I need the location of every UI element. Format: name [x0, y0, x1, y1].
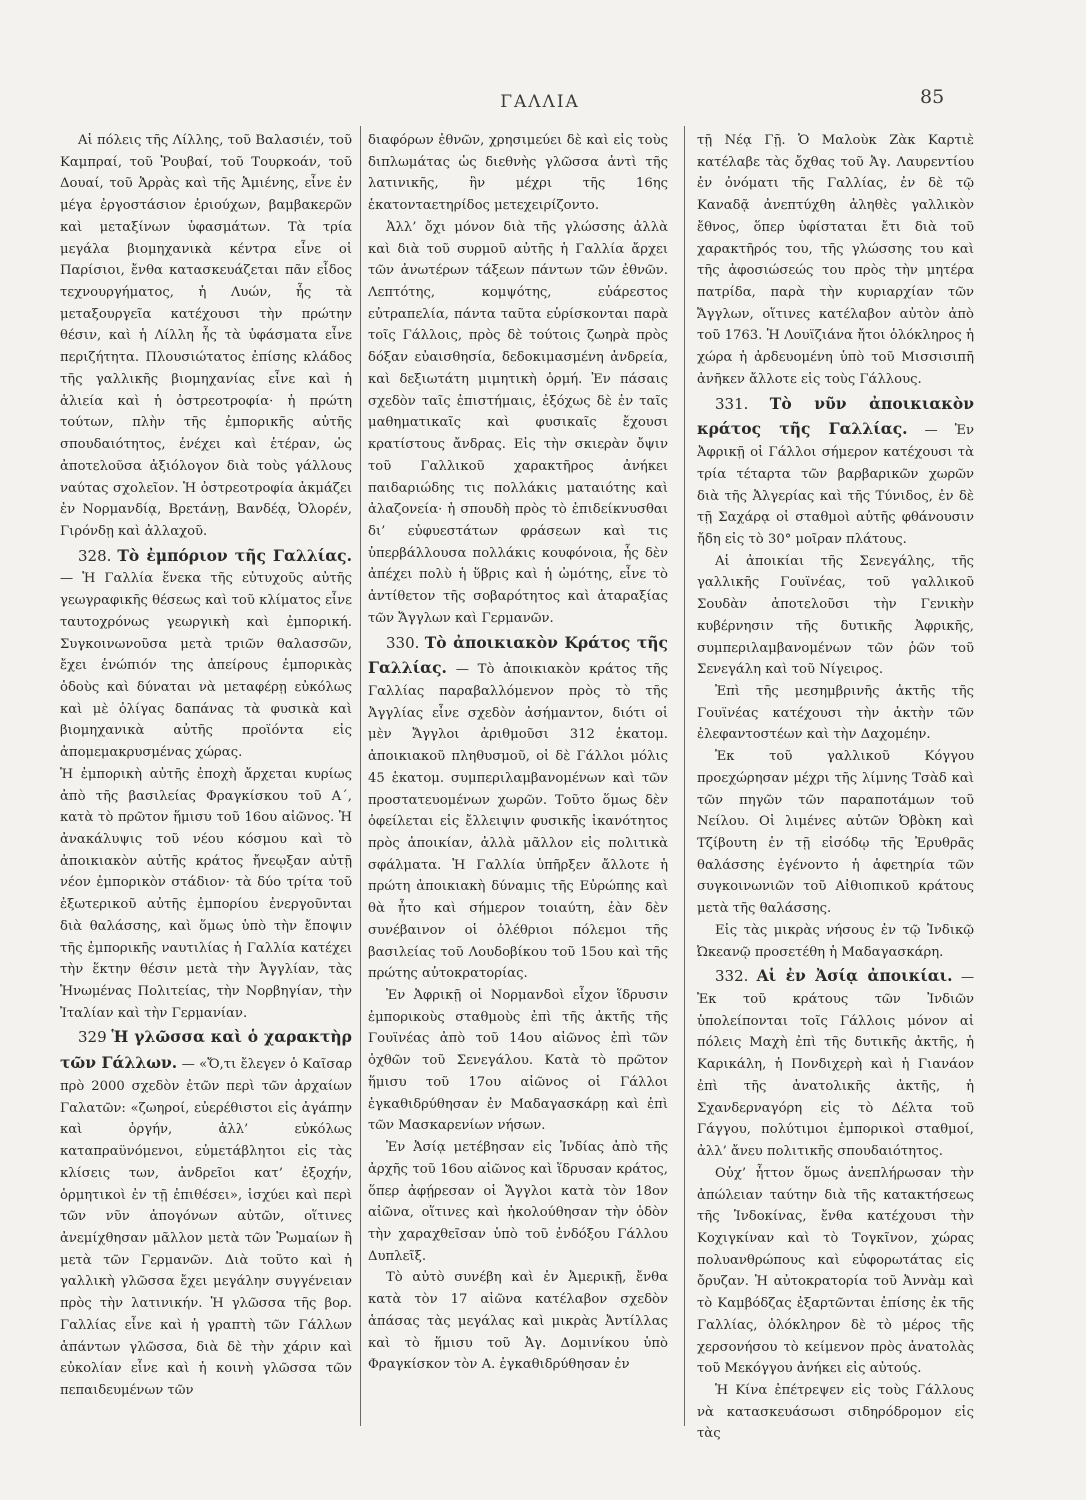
paragraph-indochina: Οὐχ’ ἧττον ὅμως ἀνεπλήρωσαν τὴν ἀπώλειαν ταύτην διὰ τῆς κατακτήσεως τῆς Ἰνδοκίνας, ἔνθα κατέχουσι τὴν Κοχιγκίναν καὶ τὸ Τογκῖνον, χώρας πολυανθρώπους καὶ εὐφορωτάτας εἰς ὄρυζαν. Ἡ αὐτοκρατορία τοῦ Ἀννὰμ καὶ τὸ Καμβόδζας ἐξαρτῶνται ἐπίσης ἐκ τῆς Γαλλίας, ὁλόκληρον δὲ τὸ μέρος τῆς χερσονήσου τὸ κείμενον πρὸς ἀνατολὰς τοῦ Μεκόγγου ἀνήκει εἰς αὐτούς.	[697, 1165, 974, 1377]
section-330-text: — Τὸ ἀποικιακὸν κράτος τῆς Γαλλίας παραβαλλόμενον πρὸς τὸ τῆς Ἀγγλίας εἶνε σχεδὸν ἀσήμαντον, διότι οἱ μὲν Ἄγγλοι ἀριθμοῦσι 312 ἑκατομ. ἀποικιακοῦ πληθυσμοῦ, οἱ δὲ Γάλλοι μόλις 45 ἑκατομ. συμπεριλαμβανομένων καὶ τῶν προστατευομένων χωρῶν. Τοῦτο ὅμως δὲν ὀφείλεται εἰς ἔλλειψιν φυσικῆς ἱκανότητος πρὸς ἀποικίαν, ἀλλὰ μᾶλλον εἰς πολιτικὰ σφάλματα. Ἡ Γαλλία ὑπῆρξεν ἄλλοτε ἡ πρώτη ἀποικιακὴ δύναμις τῆς Εὐρώπης καὶ θὰ ἦτο καὶ σήμερον τοιαύτη, ἐὰν δὲν συνέβαινον οἱ ὀλέθριοι πόλεμοι τῆς βασιλείας τοῦ Λουδοβίκου τοῦ 15ου καὶ τῆς πρώτης αὐτοκρατορίας.	[368, 662, 668, 982]
running-title: ΓΑΛΛΙΑ	[500, 92, 580, 112]
section-329-title: Ἡ γλῶσσα καὶ ὁ χαρακτὴρ τῶν Γάλλων.	[60, 1027, 352, 1073]
section-328-number: 328.	[78, 546, 112, 565]
paragraph-america: Τὸ αὐτὸ συνέβη καὶ ἐν Ἀμερικῇ, ἔνθα κατὰ τὸν 17 αἰῶνα κατέλαβον σχεδὸν ἁπάσας τὰς μεγάλας καὶ μικρὰς Ἀντίλλας καὶ τὸ ἥμισυ τοῦ Ἀγ. Δομινίκου ὑπὸ Φραγκίσκον τὸν Α. ἐγκαθιδρύθησαν ἐν	[368, 1270, 668, 1373]
section-330-title: Τὸ ἀποικιακὸν Κράτος τῆς Γαλλίας.	[368, 632, 668, 678]
paragraph-congo: Ἐκ τοῦ γαλλικοῦ Κόγγου προεχώρησαν μέχρι τῆς λίμνης Τσὰδ καὶ τῶν πηγῶν τῶν παραποτάμων τοῦ Νείλου. Οἱ λιμένες αὐτῶν Ὀβὸκη καὶ Τζίβουτη ἐν τῇ εἰσόδῳ τῆς Ἐρυθρᾶς θαλάσσης ἐγένοντο ἡ ἀφετηρία τῶν συγκοινωνιῶν τοῦ Αἰθιοπικοῦ κράτους μετὰ τῆς θαλάσσης.	[697, 749, 974, 917]
page-header	[0, 82, 1086, 122]
section-331-text: — Ἐν Ἀφρικῇ οἱ Γάλλοι σήμερον κατέχουσι τὰ τρία τέταρτα τῶν βαρβαρικῶν χωρῶν διὰ τῆς Ἀλγερίας καὶ τῆς Τύνιδος, ἐν δὲ τῇ Σαχάρᾳ οἱ σταθμοὶ αὐτῆς φθάνουσιν ἤδη εἰς τὸ 30° μοῖραν πλάτους.	[697, 423, 974, 547]
paragraph-madagascar: Εἰς τὰς μικρὰς νήσους ἐν τῷ Ἰνδικῷ Ὠκεανῷ προσετέθη ἡ Μαδαγασκάρη.	[697, 922, 974, 960]
column-2	[368, 130, 668, 1430]
section-328-title: Τὸ ἐμπόριον τῆς Γαλλίας.	[117, 545, 352, 565]
section-332	[697, 963, 974, 1162]
column-rule-2	[684, 126, 685, 1426]
paragraph-canada: τῇ Νέᾳ Γῇ. Ὁ Μαλοὺκ Ζὰκ Καρτιὲ κατέλαβε τὰς ὄχθας τοῦ Ἀγ. Λαυρεντίου ἐν ὀνόματι τῆς Γαλλίας, ἐν δὲ τῷ Καναδᾷ ἀνεπτύχθη ἀληθὲς γαλλικὸν ἔθνος, ὅπερ ὑφίσταται ἔτι διὰ τοῦ χαρακτῆρός του, τῆς γλώσσης του καὶ τῆς ἀφοσιώσεώς του πρὸς τὴν μητέρα πατρίδα, παρὰ τὴν κυριαρχίαν τῶν Ἄγγλων, οἵτινες κατέλαβον αὐτὸν ἀπὸ τοῦ 1763. Ἡ Λουϊζιάνα ἤτοι ὁλόκληρος ἡ χώρα ἡ ἀρδευομένη ὑπὸ τοῦ Μισσισιπῆ ἀνῆκεν ἄλλοτε εἰς τοὺς Γάλλους.	[697, 133, 974, 387]
paragraph-character: Ἀλλ’ ὄχι μόνον διὰ τῆς γλώσσης ἀλλὰ καὶ διὰ τοῦ συρμοῦ αὐτῆς ἡ Γαλλία ἄρχει τῶν ἀνωτέρων τάξεων πάντων τῶν ἐθνῶν. Λεπτότης, κομψότης, εὐάρεστος εὐτραπελία, πάντα ταῦτα εὑρίσκονται παρὰ τοῖς Γάλλοις, πρὸς δὲ τούτοις ζωηρὰ πρὸς δόξαν εὐαισθησία, δεδοκιμασμένη ἀνδρεία, καὶ δεξιωτάτη μιμητικὴ ὁρμή. Ἐν πάσαις σχεδὸν ταῖς ἐπιστήμαις, ἐξόχως δὲ ἐν ταῖς μαθηματικαῖς καὶ φυσικαῖς ἔχουσι κρατίστους ἄνδρας. Εἰς τὴν σκιερὰν ὄψιν τοῦ Γαλλικοῦ χαρακτῆρος ἀνήκει παιδαριώδης τις πολλάκις ματαιότης καὶ ἀλαζονεία· ἡ σπουδὴ πρὸς τὸ ἐπιδείκνυσθαι δι’ εὐφυεστάτων φράσεων καὶ τις ὑπερβάλλουσα πολλάκις κουφόνοια, ἧς δὲν ἀπέχει πολὺ ἡ ὕβρις καὶ ἡ ὠμότης, εἶνε τὸ ἀντίθετον τῆς σοβαρότητος καὶ ἀταραξίας τῶν Ἄγγλων καὶ Γερμανῶν.	[368, 219, 668, 626]
section-330	[368, 630, 668, 986]
section-331-title: Τὸ νῦν ἀποικιακὸν κράτος τῆς Γαλλίας.	[697, 393, 974, 439]
column-3	[697, 130, 974, 1442]
paragraph-africa: Ἐν Ἀφρικῇ οἱ Νορμανδοὶ εἶχον ἵδρυσιν ἐμπορικοὺς σταθμοὺς ἐπὶ τῆς ἀκτῆς τῆς Γουϊνέας ἀπὸ τοῦ 14ου αἰῶνος ἐπὶ τῶν ὀχθῶν τοῦ Σενεγάλου. Κατὰ τὸ πρῶτον ἥμισυ τοῦ 17ου αἰῶνος οἱ Γάλλοι ἐγκαθιδρύθησαν ἐν Μαδαγασκάρῃ καὶ ἐπὶ τῶν Μασκαρενίων νήσων.	[368, 988, 668, 1134]
paragraph-senegal: Αἱ ἀποικίαι τῆς Σενεγάλης, τῆς γαλλικῆς Γουϊνέας, τοῦ γαλλικοῦ Σουδὰν ἀποτελοῦσι τὴν Γενικὴν κυβέρνησιν τῆς δυτικῆς Ἀφρικῆς, συμπεριλαμβανομένων τῶν ῥῶν τοῦ Σενεγάλη καὶ τοῦ Νίγειρος.	[697, 553, 974, 678]
section-329-number: 329	[78, 1028, 107, 1047]
page-number: 85	[920, 86, 945, 108]
column-1	[60, 130, 352, 1430]
section-332-title: Αἱ ἐν Ἀσίᾳ ἀποικίαι.	[756, 966, 953, 986]
section-329	[60, 1024, 352, 1401]
section-332-text: — Ἐκ τοῦ κράτους τῶν Ἰνδιῶν ὑπολείπονται τοῖς Γάλλοις μόνον αἱ πόλεις Μαχὴ ἐπὶ τῆς δυτικῆς ἀκτῆς, ἡ Καρικάλη, ἡ Πονδιχερὴ καὶ ἡ Γιανάον ἐπὶ τῆς ἀνατολικῆς ἀκτῆς, ἡ Σχανδερναγόρη εἰς τὸ Δέλτα τοῦ Γάγγου, πολύτιμοι ἐμπορικοὶ σταθμοί, ἀλλ’ ἄνευ πολιτικῆς σπουδαιότητος.	[697, 970, 974, 1160]
paragraph-guinea: Ἐπὶ τῆς μεσημβρινῆς ἀκτῆς τῆς Γουϊνέας κατέχουσι τὴν ἀκτὴν τῶν ἐλεφαντοστέων καὶ τὴν Δαχομέην.	[697, 683, 974, 743]
section-329-text: — «Ὄ,τι ἔλεγεν ὁ Καῖσαρ πρὸ 2000 σχεδὸν ἐτῶν περὶ τῶν ἀρχαίων Γαλατῶν: «ζωηροί, εὐερέθιστοι εἰς ἀγάπην καὶ ὀργήν, ἀλλ’ εὐκόλως καταπραϋνόμενοι, εὐμετάβλητοι εἰς τὰς κλίσεις των, ἀνδρεῖοι κατ’ ἐξοχήν, ὁρμητικοὶ ἐν τῇ ἐπιθέσει», ἰσχύει καὶ περὶ τῶν νῦν ἀπογόνων αὐτῶν, οἵτινες ἀνεμίχθησαν μᾶλλον μετὰ τῶν Ῥωμαίων ἢ μετὰ τῶν Γερμανῶν. Διὰ τοῦτο καὶ ἡ γαλλικὴ γλῶσσα ἔχει μεγάλην συγγένειαν πρὸς τὴν λατινικήν. Ἡ γλῶσσα τῆς βορ. Γαλλίας εἶνε καὶ ἡ γραπτὴ τῶν Γάλλων ἁπάντων γλῶσσα, διὰ δὲ τὴν χάριν καὶ εὐκολίαν εἶνε καὶ ἡ κοινὴ γλῶσσα τῶν πεπαιδευμένων τῶν	[60, 1057, 352, 1398]
paragraph-industry: Αἱ πόλεις τῆς Λίλλης, τοῦ Βαλασιέν, τοῦ Καμπραί, τοῦ Ῥουβαί, τοῦ Τουρκοάν, τοῦ Δουαί, τοῦ Ἀρρὰς καὶ τῆς Ἀμιένης, εἶνε ἐν μέγα ἐργοστάσιον ἐριούχων, βαμβακερῶν καὶ μεταξίνων ὑφασμάτων. Τὰ τρία μεγάλα βιομηχανικὰ κέντρα εἶνε οἱ Παρίσιοι, ἔνθα κατασκευάζεται πᾶν εἶδος τεχνουργήματος, ἡ Λυών, ἧς τὰ μεταξουργεῖα κατέχουσι τὴν πρώτην θέσιν, καὶ ἡ Λίλλη ἧς τὰ ὑφάσματα εἶνε περιζήτητα. Πλουσιώτατος ἐπίσης κλάδος τῆς γαλλικῆς βιομηχανίας εἶνε καὶ ἡ ἁλιεία καὶ ἡ ὀστρεοτροφία· ἡ πρώτη τούτων, πλὴν τῆς ἐμπορικῆς αὐτῆς σπουδαιότητος, ἐνέχει καὶ ἑτέραν, ὡς ἀποτελοῦσα ἀξιόλογον διὰ τοὺς γάλλους ναύτας σχολεῖον. Ἡ ὀστρεοτροφία ἀκμάζει ἐν Νορμανδίᾳ, Βρετάνῃ, Βανδέᾳ, Ὀλορέν, Γιρόνδῃ καὶ ἀλλαχοῦ.	[60, 133, 352, 539]
paragraph-commerce-era: Ἡ ἐμπορικὴ αὐτῆς ἐποχὴ ἄρχεται κυρίως ἀπὸ τῆς βασιλείας Φραγκίσκου τοῦ Α΄, κατὰ τὸ πρῶτον ἥμισυ τοῦ 16ου αἰῶνος. Ἡ ἀνακάλυψις τοῦ νέου κόσμου καὶ τὸ ἀποικιακὸν αὐτῆς κράτος ἤνεῳξαν αὐτῇ νέον ἐμπορικὸν στάδιον· τὰ δύο τρίτα τοῦ ἐξωτερικοῦ αὐτῆς ἐμπορίου ἐνεργοῦνται διὰ θαλάσσης, καὶ ὅμως ὑπὸ τὴν ἔποψιν τῆς ἐμπορικῆς ναυτιλίας ἡ Γαλλία κατέχει τὴν ἕκτην θέσιν μετὰ τὴν Ἀγγλίαν, τὰς Ἡνωμένας Πολιτείας, τὴν Νορβηγίαν, τὴν Ἰταλίαν καὶ τὴν Γερμανίαν.	[60, 766, 352, 1021]
section-330-number: 330.	[386, 633, 420, 652]
section-331-number: 331.	[715, 394, 749, 413]
section-328-text: — Ἡ Γαλλία ἕνεκα τῆς εὐτυχοῦς αὐτῆς γεωγραφικῆς θέσεως καὶ τοῦ κλίματος εἶνε ταυτοχρόνως γεωργικὴ καὶ ἐμπορική. Συγκοινωνοῦσα μετὰ τριῶν θαλασσῶν, ἔχει ἐνώπιόν της ἀπείρους ἐμπορικὰς ὁδοὺς καὶ δύναται νὰ μεταφέρῃ εὐκόλως καὶ μὲ ὀλίγας δαπάνας τὰ φυσικὰ καὶ βιομηχανικὰ αὐτῆς προϊόντα εἰς ἀπομεμακρυσμένας χώρας.	[60, 571, 352, 761]
section-332-number: 332.	[715, 967, 749, 986]
column-rule-1	[360, 126, 361, 1426]
section-331	[697, 391, 974, 551]
paragraph-china: Ἡ Κίνα ἐπέτρεψεν εἰς τοὺς Γάλλους νὰ κατασκευάσωσι σιδηρόδρομον εἰς τὰς	[697, 1382, 974, 1442]
section-328	[60, 543, 352, 764]
paragraph-asia: Ἐν Ἀσίᾳ μετέβησαν εἰς Ἰνδίας ἀπὸ τῆς ἀρχῆς τοῦ 16ου αἰῶνος καὶ ἵδρυσαν κράτος, ὅπερ ἀφῄρεσαν οἱ Ἄγγλοι κατὰ τὸν 18ον αἰῶνα, οἵτινες καὶ ἠκολούθησαν τὴν ὁδὸν τὴν χαραχθεῖσαν ὑπὸ τοῦ ἐνδόξου Γάλλου Δυπλεῖξ.	[368, 1140, 668, 1264]
paragraph-diplomats: διαφόρων ἐθνῶν, χρησιμεύει δὲ καὶ εἰς τοὺς διπλωμάτας ὡς διεθνὴς γλῶσσα ἀντὶ τῆς λατινικῆς, ἣν μέχρι τῆς 16ης ἑκατονταετηρίδος μετεχειρίζοντο.	[368, 133, 668, 214]
